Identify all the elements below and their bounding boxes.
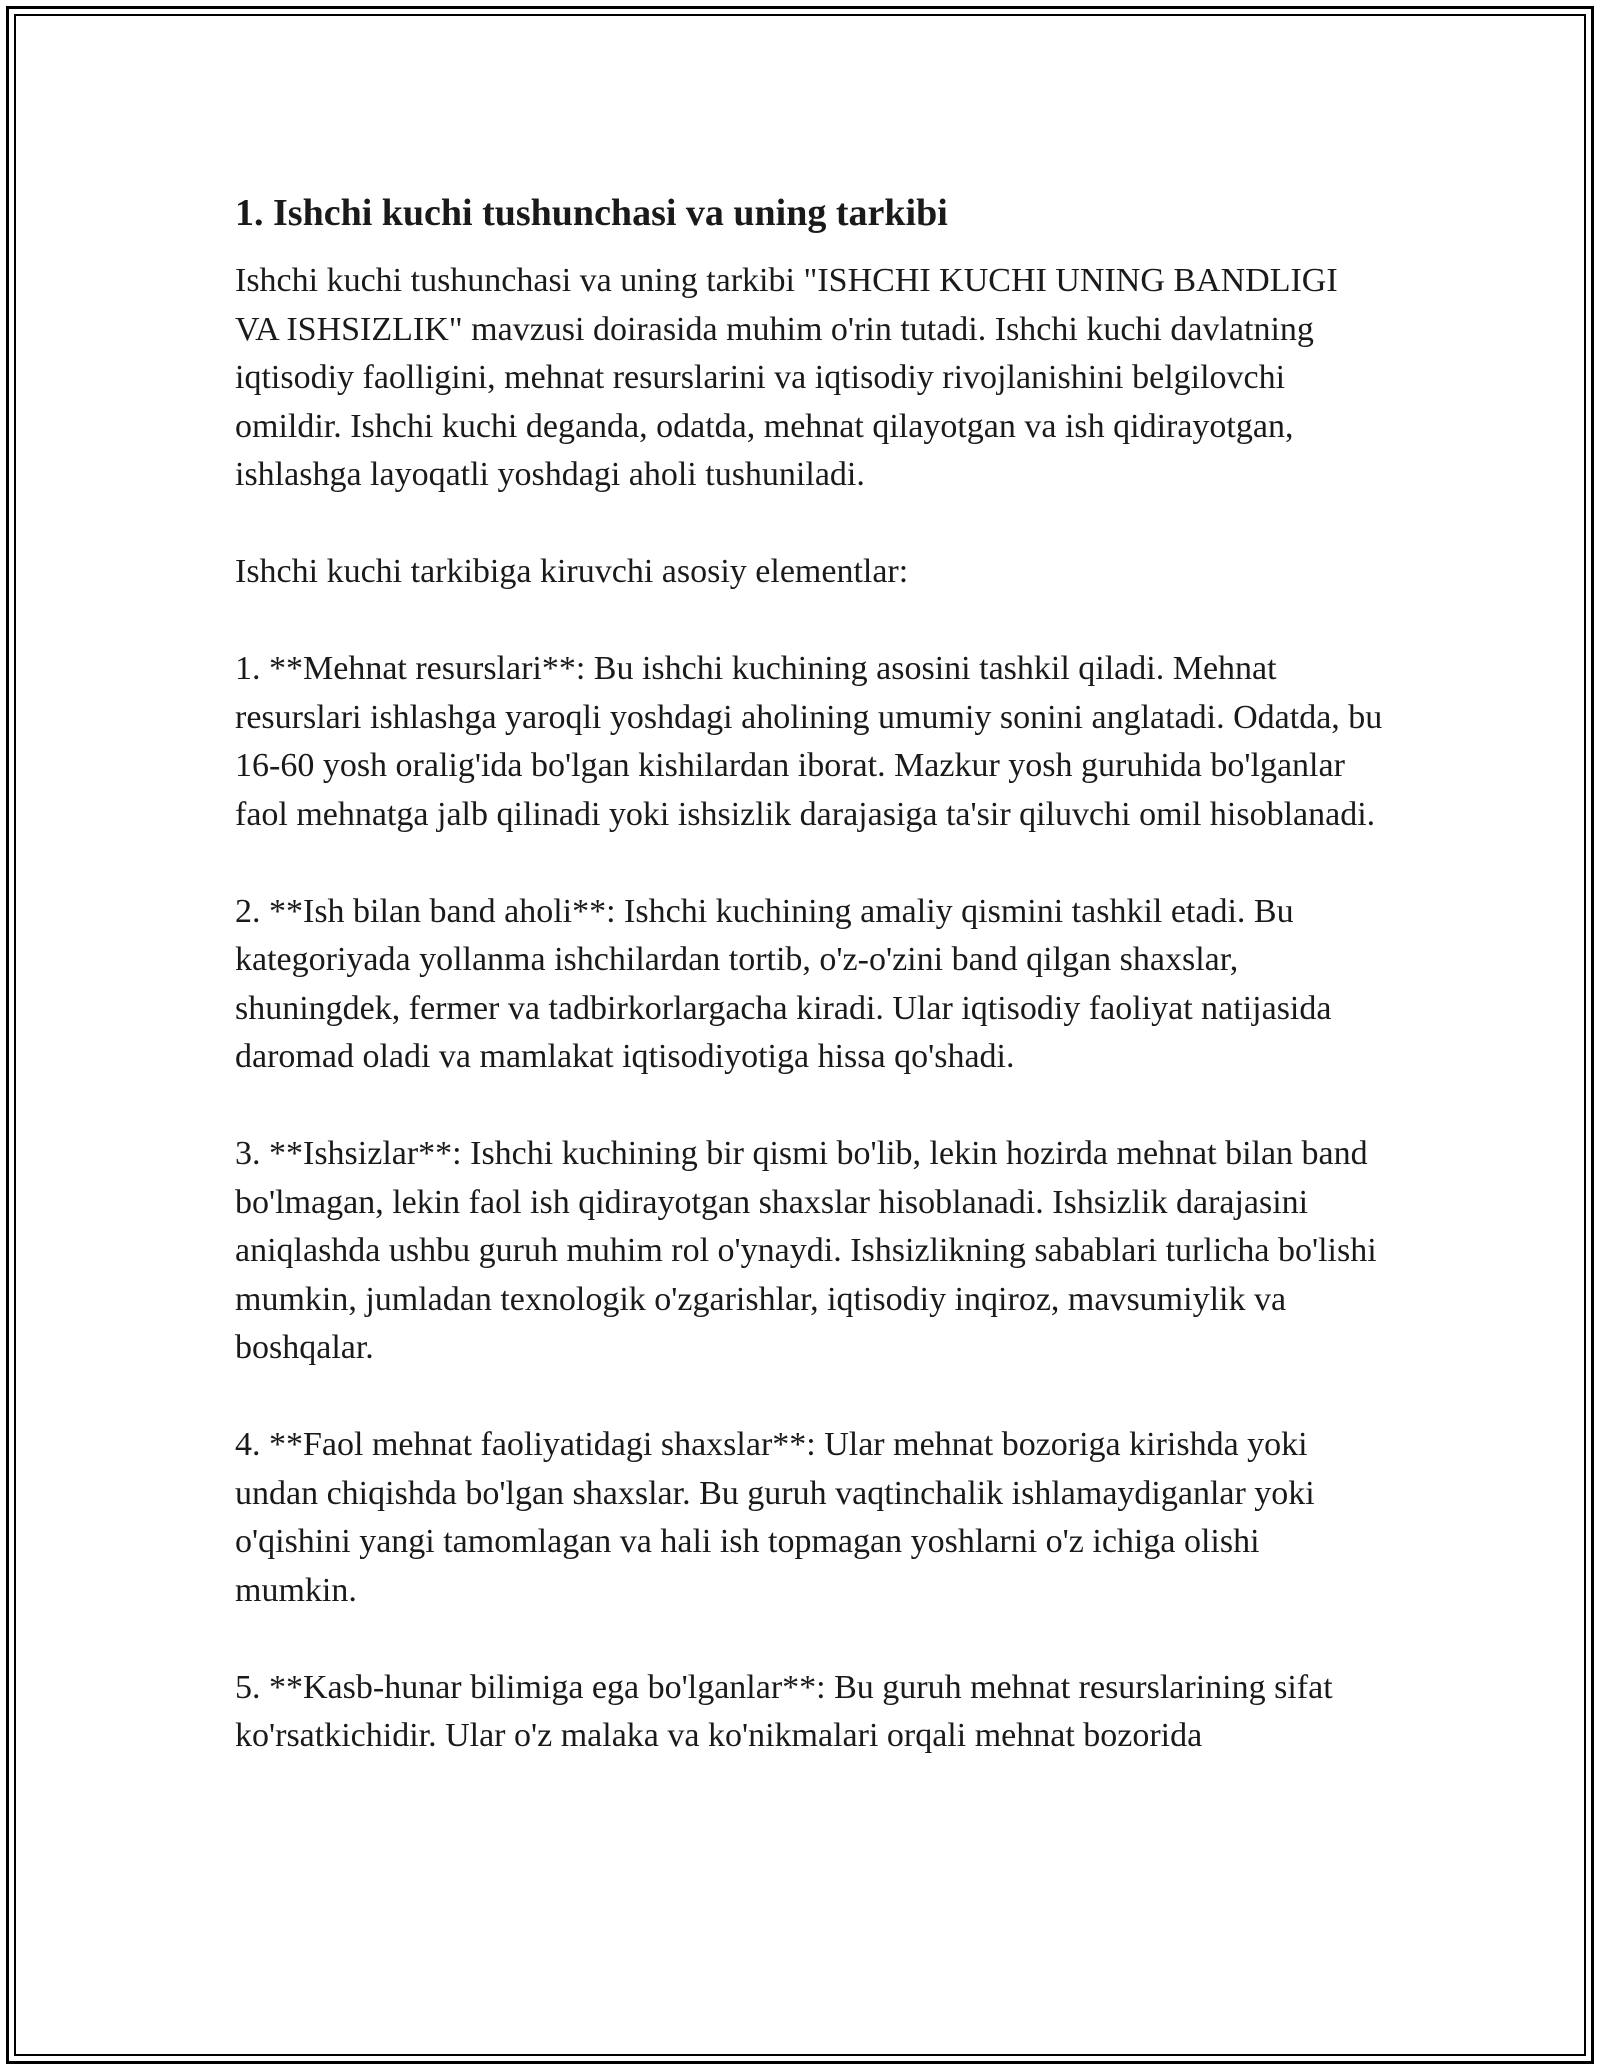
list-item-ishsizlar: 3. **Ishsizlar**: Ishchi kuchining bir qismi bo'lib, lekin hozirda mehnat bilan band bo'lmagan, lekin faol ish qidirayotgan shaxslar hisoblanadi. Ishsizlik darajasini aniqlashda ushbu guruh muhim rol o'ynaydi. Ishsizlikning sabablari turlicha bo'lishi mumkin, jumladan texnologik o'zgarishlar, iqtisodiy inqiroz, mavsumiylik va boshqalar. — [235, 1135, 1377, 1366]
list-item-kasb-hunar: 5. **Kasb-hunar bilimiga ega bo'lganlar**: Bu guruh mehnat resurslarining sifat ko'rsatkichidir. Ular o'z malaka va ko'nikmalari orqali mehnat bozorida — [235, 1668, 1333, 1754]
document-body — [235, 187, 1385, 1809]
list-item-mehnat-resurslari: 1. **Mehnat resurslari**: Bu ishchi kuchining asosini tashkil qiladi. Mehnat resurslari ishlashga yaroqli yoshdagi aholining umumiy sonini anglatadi. Odatda, bu 16-60 yosh oralig'ida bo'lgan kishilardan iborat. Mazkur yosh guruhida bo'lganlar faol mehnatga jalb qilinadi yoki ishsizlik darajasiga ta'sir qiluvchi omil hisoblanadi. — [235, 650, 1383, 833]
intro-paragraph: Ishchi kuchi tushunchasi va uning tarkibi "ISHCHI KUCHI UNING BANDLIGI VA ISHSIZLIK" mavzusi doirasida muhim o'rin tutadi. Ishchi kuchi davlatning iqtisodiy faolligini, mehnat resurslarini va iqtisodiy rivojlanishini belgilovchi omildir. Ishchi kuchi deganda, odatda, mehnat qilayotgan va ish qidirayotgan, ishlashga layoqatli yoshdagi aholi tushuniladi. — [235, 262, 1338, 493]
list-item-faol-mehnat: 4. **Faol mehnat faoliyatidagi shaxslar**: Ular mehnat bozoriga kirishda yoki undan chiqishda bo'lgan shaxslar. Bu guruh vaqtinchalik ishlamaydiganlar yoki o'qishini yangi tamomlagan va hali ish topmagan yoshlarni o'z ichiga olishi mumkin. — [235, 1426, 1315, 1609]
list-item-ish-bilan-band-aholi: 2. **Ish bilan band aholi**: Ishchi kuchining amaliy qismini tashkil etadi. Bu kategoriyada yollanma ishchilardan tortib, o'z-o'zini band qilgan shaxslar, shuningdek, fermer va tadbirkorlargacha kiradi. Ular iqtisodiy faoliyat natijasida daromad oladi va mamlakat iqtisodiyotiga hissa qo'shadi. — [235, 892, 1332, 1075]
elements-intro-paragraph: Ishchi kuchi tarkibiga kiruvchi asosiy elementlar: — [235, 553, 909, 590]
section-heading: 1. Ishchi kuchi tushunchasi va uning tarkibi — [235, 192, 948, 234]
